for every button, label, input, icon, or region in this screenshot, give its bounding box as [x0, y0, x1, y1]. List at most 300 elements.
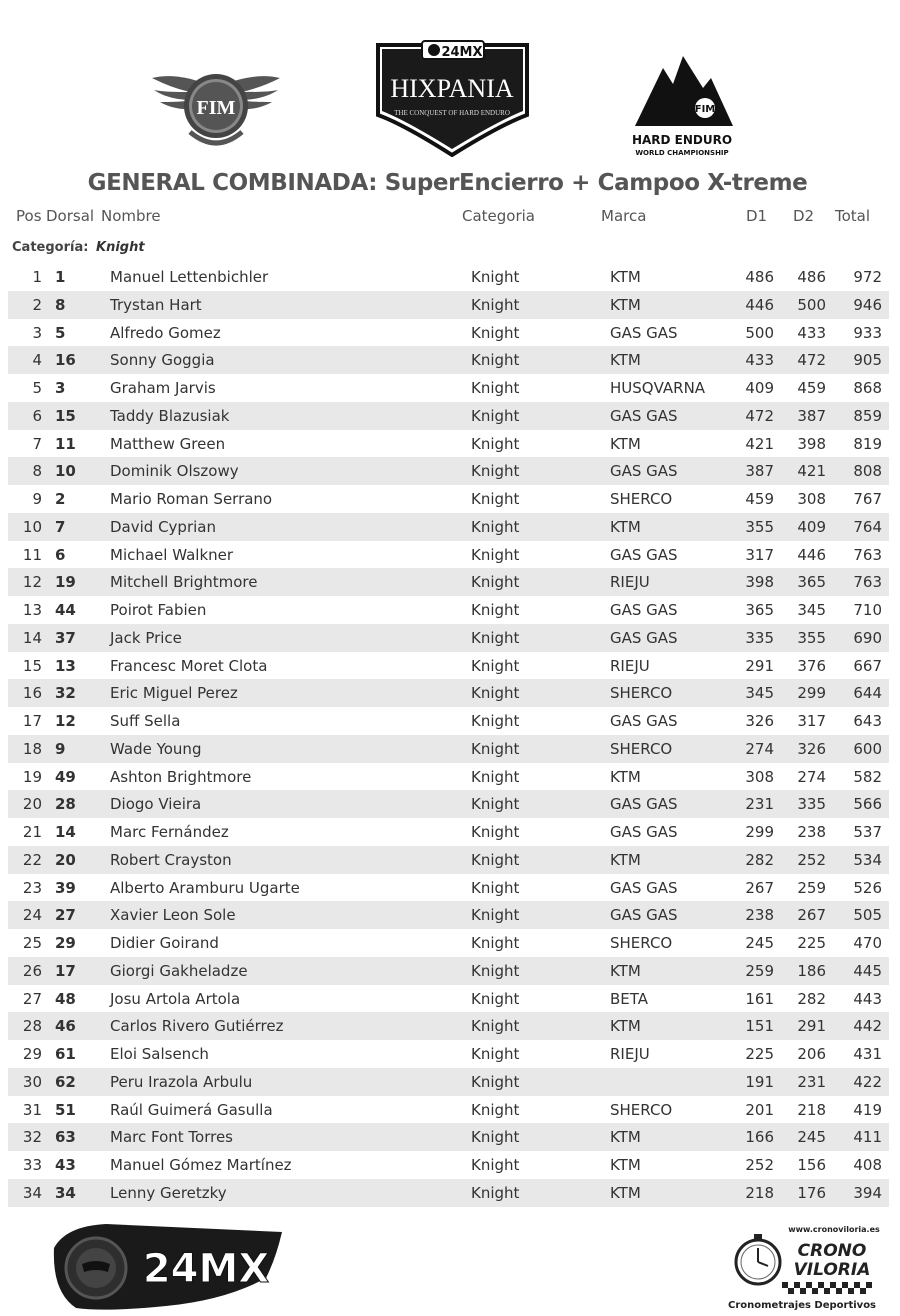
cell-pos: 3 [32, 323, 42, 342]
cell-categoria: Knight [471, 268, 520, 286]
cell-categoria: Knight [471, 1156, 520, 1174]
cell-dorsal: 12 [55, 712, 76, 730]
cell-nombre: Raúl Guimerá Gasulla [110, 1100, 273, 1119]
cell-pos: 2 [32, 295, 42, 314]
cell-total: 411 [853, 1128, 882, 1147]
cell-pos: 1 [32, 268, 42, 286]
table-row [8, 1068, 889, 1096]
table-row [8, 874, 889, 902]
cell-nombre: Ashton Brightmore [110, 767, 252, 786]
cell-d1: 398 [745, 573, 774, 592]
cell-d1: 409 [745, 379, 774, 397]
cell-nombre: Sonny Goggia [110, 351, 215, 370]
cell-d2: 345 [797, 601, 826, 619]
table-row [8, 374, 889, 402]
cell-pos: 13 [22, 601, 42, 619]
cell-categoria: Knight [471, 934, 520, 952]
cell-marca: GAS GAS [610, 406, 678, 425]
cell-nombre: Michael Walkner [110, 545, 234, 564]
cell-d2: 252 [797, 850, 826, 869]
cell-categoria: Knight [471, 1183, 520, 1202]
cell-d2: 156 [797, 1156, 826, 1174]
crono-viloria-logo [722, 1220, 882, 1312]
svg-text:24MX: 24MX [142, 1246, 270, 1292]
table-row [8, 1123, 889, 1151]
cell-total: 442 [853, 1017, 882, 1036]
table-row [8, 291, 889, 319]
cell-pos: 24 [22, 906, 42, 925]
cell-total: 470 [853, 934, 882, 952]
cell-d1: 335 [745, 628, 774, 647]
cell-total: 445 [853, 961, 882, 980]
cell-pos: 8 [32, 462, 42, 481]
cell-d2: 245 [797, 1128, 826, 1147]
cell-nombre: Jack Price [110, 628, 182, 647]
cell-marca: BETA [610, 989, 649, 1008]
cell-marca: SHERCO [610, 1100, 673, 1119]
cell-dorsal: 48 [55, 989, 76, 1008]
table-row [8, 485, 889, 513]
cell-d2: 267 [797, 906, 826, 925]
cell-d1: 267 [745, 878, 774, 897]
cell-pos: 17 [22, 712, 42, 730]
cell-d1: 486 [745, 268, 774, 286]
cell-marca: GAS GAS [610, 601, 678, 619]
cell-categoria: Knight [471, 406, 520, 425]
svg-text:www.cronoviloria.es: www.cronoviloria.es [788, 1225, 880, 1234]
cell-marca: GAS GAS [610, 323, 678, 342]
cell-pos: 15 [22, 656, 42, 675]
cell-marca: GAS GAS [610, 795, 678, 814]
svg-text:HARD ENDURO: HARD ENDURO [631, 133, 733, 147]
cell-d2: 282 [797, 989, 826, 1008]
cell-categoria: Knight [471, 795, 520, 814]
cell-d1: 259 [745, 961, 774, 980]
cell-d1: 245 [745, 934, 774, 952]
svg-text:HIXPANIA: HIXPANIA [390, 74, 514, 103]
results-table [8, 263, 889, 1207]
cell-d2: 326 [797, 739, 826, 758]
cell-marca: KTM [610, 961, 641, 980]
cell-pos: 31 [22, 1100, 42, 1119]
cell-total: 505 [853, 906, 882, 925]
table-row [8, 1012, 889, 1040]
cell-total: 868 [853, 379, 882, 397]
cell-dorsal: 37 [55, 628, 76, 647]
cell-categoria: Knight [471, 323, 520, 342]
cell-total: 767 [853, 490, 882, 508]
cell-pos: 28 [22, 1017, 42, 1036]
cell-d2: 433 [797, 323, 826, 342]
cell-nombre: Manuel Lettenbichler [110, 268, 269, 286]
cell-nombre: Peru Irazola Arbulu [110, 1072, 253, 1091]
cell-nombre: David Cyprian [110, 517, 216, 536]
svg-text:WORLD CHAMPIONSHIP: WORLD CHAMPIONSHIP [635, 149, 729, 157]
cell-pos: 9 [32, 490, 42, 508]
category-row [0, 240, 900, 258]
cell-marca: KTM [610, 767, 641, 786]
table-row [8, 901, 889, 929]
cell-nombre: Xavier Leon Sole [110, 906, 236, 925]
cell-total: 600 [853, 739, 882, 758]
cell-nombre: Taddy Blazusiak [110, 406, 230, 425]
cell-pos: 19 [22, 767, 42, 786]
cell-total: 933 [853, 323, 882, 342]
cell-pos: 26 [22, 961, 42, 980]
cell-dorsal: 16 [55, 351, 76, 370]
table-row [8, 707, 889, 735]
cell-dorsal: 10 [55, 462, 76, 481]
hixpania-logo [370, 35, 535, 157]
table-row [8, 763, 889, 791]
cell-d1: 472 [745, 406, 774, 425]
cell-nombre: Wade Young [110, 739, 202, 758]
cell-marca: KTM [610, 850, 641, 869]
cell-marca: RIEJU [610, 656, 650, 675]
table-row [8, 541, 889, 569]
cell-nombre: Alfredo Gomez [110, 323, 221, 342]
cell-marca: GAS GAS [610, 545, 678, 564]
table-row [8, 1096, 889, 1124]
cell-marca: KTM [610, 295, 641, 314]
cell-d1: 218 [745, 1183, 774, 1202]
cell-marca: SHERCO [610, 684, 673, 703]
cell-d1: 326 [745, 712, 774, 730]
svg-text:Cronometrajes Deportivos: Cronometrajes Deportivos [727, 1300, 877, 1311]
cell-dorsal: 11 [55, 434, 76, 453]
cell-pos: 16 [22, 684, 42, 703]
cell-nombre: Graham Jarvis [110, 379, 216, 397]
cell-d2: 500 [797, 295, 826, 314]
cell-categoria: Knight [471, 850, 520, 869]
cell-marca: KTM [610, 434, 641, 453]
table-header [0, 207, 900, 229]
cell-d2: 387 [797, 406, 826, 425]
category-label: Categoría: [12, 240, 89, 255]
cell-d1: 421 [745, 434, 774, 453]
cell-total: 422 [853, 1072, 882, 1091]
cell-d1: 252 [745, 1156, 774, 1174]
cell-d2: 472 [797, 351, 826, 370]
cell-nombre: Josu Artola Artola [110, 989, 241, 1008]
cell-categoria: Knight [471, 1045, 520, 1063]
cell-d1: 355 [745, 517, 774, 536]
cell-d2: 317 [797, 712, 826, 730]
cell-total: 667 [853, 656, 882, 675]
cell-marca: RIEJU [610, 573, 650, 592]
cell-d1: 365 [745, 601, 774, 619]
cell-marca: GAS GAS [610, 878, 678, 897]
cell-d1: 201 [745, 1100, 774, 1119]
cell-categoria: Knight [471, 684, 520, 703]
cell-dorsal: 7 [55, 517, 66, 536]
cell-total: 534 [853, 850, 882, 869]
cell-dorsal: 3 [55, 379, 66, 397]
header-nombre: Nombre [101, 207, 161, 225]
cell-categoria: Knight [471, 1017, 520, 1036]
header-dorsal: Dorsal [46, 207, 95, 225]
svg-text:VILORIA: VILORIA [793, 1260, 871, 1280]
cell-pos: 22 [22, 850, 42, 869]
cell-nombre: Alberto Aramburu Ugarte [110, 878, 300, 897]
cell-d1: 225 [745, 1045, 774, 1063]
cell-total: 582 [853, 767, 882, 786]
cell-marca: GAS GAS [610, 823, 678, 841]
cell-pos: 27 [22, 989, 42, 1008]
cell-dorsal: 5 [55, 323, 66, 342]
cell-nombre: Francesc Moret Clota [110, 656, 268, 675]
cell-marca: KTM [610, 268, 641, 286]
table-row [8, 652, 889, 680]
cell-total: 690 [853, 628, 882, 647]
cell-total: 763 [853, 545, 882, 564]
cell-d2: 446 [797, 545, 826, 564]
header-d2: D2 [793, 207, 815, 225]
cell-d1: 387 [745, 462, 774, 481]
cell-marca: KTM [610, 1156, 641, 1174]
table-row [8, 679, 889, 707]
cell-total: 408 [853, 1156, 882, 1174]
cell-marca: GAS GAS [610, 628, 678, 647]
cell-categoria: Knight [471, 739, 520, 758]
cell-dorsal: 62 [55, 1072, 76, 1091]
cell-categoria: Knight [471, 462, 520, 481]
cell-nombre: Eloi Salsench [110, 1045, 209, 1063]
cell-categoria: Knight [471, 906, 520, 925]
cell-dorsal: 27 [55, 906, 76, 925]
cell-nombre: Carlos Rivero Gutiérrez [110, 1017, 284, 1036]
table-row [8, 402, 889, 430]
cell-d2: 238 [797, 823, 826, 841]
cell-marca: SHERCO [610, 739, 673, 758]
cell-pos: 12 [22, 573, 42, 592]
cell-d1: 446 [745, 295, 774, 314]
cell-d1: 274 [745, 739, 774, 758]
table-row [8, 346, 889, 374]
cell-d2: 409 [797, 517, 826, 536]
cell-dorsal: 32 [55, 684, 76, 703]
cell-d1: 191 [745, 1072, 774, 1091]
cell-d1: 299 [745, 823, 774, 841]
svg-text:FIM: FIM [196, 97, 236, 119]
cell-dorsal: 43 [55, 1156, 76, 1174]
table-row [8, 624, 889, 652]
cell-pos: 14 [22, 628, 42, 647]
cell-total: 764 [853, 517, 882, 536]
cell-marca: SHERCO [610, 934, 673, 952]
cell-marca: GAS GAS [610, 906, 678, 925]
cell-d1: 231 [745, 795, 774, 814]
cell-categoria: Knight [471, 379, 520, 397]
cell-total: 537 [853, 823, 882, 841]
cell-d2: 421 [797, 462, 826, 481]
cell-dorsal: 39 [55, 878, 76, 897]
cell-pos: 32 [22, 1128, 42, 1147]
cell-marca: KTM [610, 1183, 641, 1202]
cell-dorsal: 51 [55, 1100, 76, 1119]
cell-d1: 291 [745, 656, 774, 675]
cell-categoria: Knight [471, 1100, 520, 1119]
table-row [8, 430, 889, 458]
cell-pos: 7 [32, 434, 42, 453]
cell-pos: 29 [22, 1045, 42, 1063]
cell-d1: 161 [745, 989, 774, 1008]
table-row [8, 1040, 889, 1068]
cell-categoria: Knight [471, 767, 520, 786]
cell-d2: 218 [797, 1100, 826, 1119]
cell-nombre: Suff Sella [110, 712, 181, 730]
cell-categoria: Knight [471, 989, 520, 1008]
cell-d2: 486 [797, 268, 826, 286]
cell-dorsal: 8 [55, 295, 66, 314]
cell-total: 566 [853, 795, 882, 814]
cell-d1: 459 [745, 490, 774, 508]
cell-nombre: Eric Miguel Perez [110, 684, 238, 703]
cell-categoria: Knight [471, 601, 520, 619]
cell-d1: 345 [745, 684, 774, 703]
cell-nombre: Manuel Gómez Martínez [110, 1156, 292, 1174]
cell-pos: 18 [22, 739, 42, 758]
cell-pos: 21 [22, 823, 42, 841]
cell-d2: 376 [797, 656, 826, 675]
table-row [8, 929, 889, 957]
cell-total: 419 [853, 1100, 882, 1119]
cell-nombre: Lenny Geretzky [110, 1183, 227, 1202]
cell-d2: 186 [797, 961, 826, 980]
cell-total: 710 [853, 601, 882, 619]
header-logos [0, 30, 900, 160]
cell-total: 808 [853, 462, 882, 481]
table-row [8, 1151, 889, 1179]
header-total: Total [835, 207, 871, 225]
cell-d2: 259 [797, 878, 826, 897]
table-row [8, 568, 889, 596]
cell-total: 819 [853, 434, 882, 453]
cell-d2: 299 [797, 684, 826, 703]
cell-categoria: Knight [471, 517, 520, 536]
cell-dorsal: 2 [55, 490, 66, 508]
cell-dorsal: 61 [55, 1045, 76, 1063]
cell-nombre: Matthew Green [110, 434, 226, 453]
svg-text:THE CONQUEST OF HARD ENDURO: THE CONQUEST OF HARD ENDURO [394, 109, 510, 117]
cell-dorsal: 13 [55, 656, 76, 675]
cell-dorsal: 49 [55, 767, 76, 786]
table-row [8, 957, 889, 985]
cell-d2: 365 [797, 573, 826, 592]
table-row [8, 818, 889, 846]
table-row [8, 790, 889, 818]
cell-nombre: Diogo Vieira [110, 795, 202, 814]
cell-categoria: Knight [471, 295, 520, 314]
cell-categoria: Knight [471, 1128, 520, 1147]
cell-dorsal: 29 [55, 934, 76, 952]
cell-categoria: Knight [471, 878, 520, 897]
cell-categoria: Knight [471, 628, 520, 647]
cell-categoria: Knight [471, 961, 520, 980]
cell-categoria: Knight [471, 545, 520, 564]
cell-dorsal: 9 [55, 739, 66, 758]
cell-nombre: Trystan Hart [110, 295, 202, 314]
cell-total: 526 [853, 878, 882, 897]
cell-d2: 459 [797, 379, 826, 397]
cell-pos: 5 [32, 379, 42, 397]
cell-d1: 433 [745, 351, 774, 370]
cell-pos: 34 [22, 1183, 42, 1202]
header-categoria: Categoria [462, 207, 536, 225]
cell-categoria: Knight [471, 490, 520, 508]
cell-d1: 166 [745, 1128, 774, 1147]
category-value: Knight [96, 240, 145, 255]
page-title: GENERAL COMBINADA: SuperEncierro + Campoo X-treme [87, 170, 808, 196]
cell-marca: GAS GAS [610, 462, 678, 481]
cell-categoria: Knight [471, 712, 520, 730]
table-row [8, 596, 889, 624]
cell-marca: HUSQVARNA [610, 379, 706, 397]
cell-pos: 4 [32, 351, 42, 370]
cell-nombre: Robert Crayston [110, 850, 232, 869]
cell-d2: 308 [797, 490, 826, 508]
cell-dorsal: 44 [55, 601, 76, 619]
cell-dorsal: 63 [55, 1128, 76, 1147]
cell-d2: 206 [797, 1045, 826, 1063]
table-row [8, 735, 889, 763]
svg-text:FIM: FIM [694, 104, 716, 115]
cell-dorsal: 6 [55, 545, 66, 564]
cell-d2: 176 [797, 1183, 826, 1202]
cell-nombre: Marc Font Torres [110, 1128, 233, 1147]
cell-total: 763 [853, 573, 882, 592]
cell-d2: 335 [797, 795, 826, 814]
svg-text:CRONO: CRONO [797, 1241, 867, 1261]
table-row [8, 513, 889, 541]
cell-total: 644 [853, 684, 882, 703]
cell-d1: 317 [745, 545, 774, 564]
cell-d2: 355 [797, 628, 826, 647]
cell-categoria: Knight [471, 656, 520, 675]
fim-logo [150, 58, 282, 158]
cell-dorsal: 19 [55, 573, 76, 592]
cell-categoria: Knight [471, 351, 520, 370]
cell-d1: 282 [745, 850, 774, 869]
cell-total: 431 [853, 1045, 882, 1063]
cell-pos: 30 [22, 1072, 42, 1091]
cell-pos: 23 [22, 878, 42, 897]
cell-dorsal: 20 [55, 850, 76, 869]
header-marca: Marca [601, 207, 647, 225]
cell-nombre: Poirot Fabien [110, 601, 207, 619]
header-pos: Pos [16, 207, 42, 225]
cell-pos: 20 [22, 795, 42, 814]
cell-marca: KTM [610, 1128, 641, 1147]
cell-nombre: Mitchell Brightmore [110, 573, 258, 592]
table-row [8, 319, 889, 347]
cell-marca: GAS GAS [610, 712, 678, 730]
cell-pos: 25 [22, 934, 42, 952]
cell-d1: 151 [745, 1017, 774, 1036]
cell-dorsal: 17 [55, 961, 76, 980]
cell-dorsal: 1 [55, 268, 66, 286]
cell-pos: 33 [22, 1156, 42, 1174]
cell-dorsal: 34 [55, 1183, 76, 1202]
table-row [8, 1179, 889, 1207]
cell-total: 972 [853, 268, 882, 286]
table-row [8, 457, 889, 485]
cell-total: 443 [853, 989, 882, 1008]
cell-d1: 238 [745, 906, 774, 925]
cell-nombre: Giorgi Gakheladze [110, 961, 248, 980]
table-row [8, 985, 889, 1013]
cell-categoria: Knight [471, 434, 520, 453]
